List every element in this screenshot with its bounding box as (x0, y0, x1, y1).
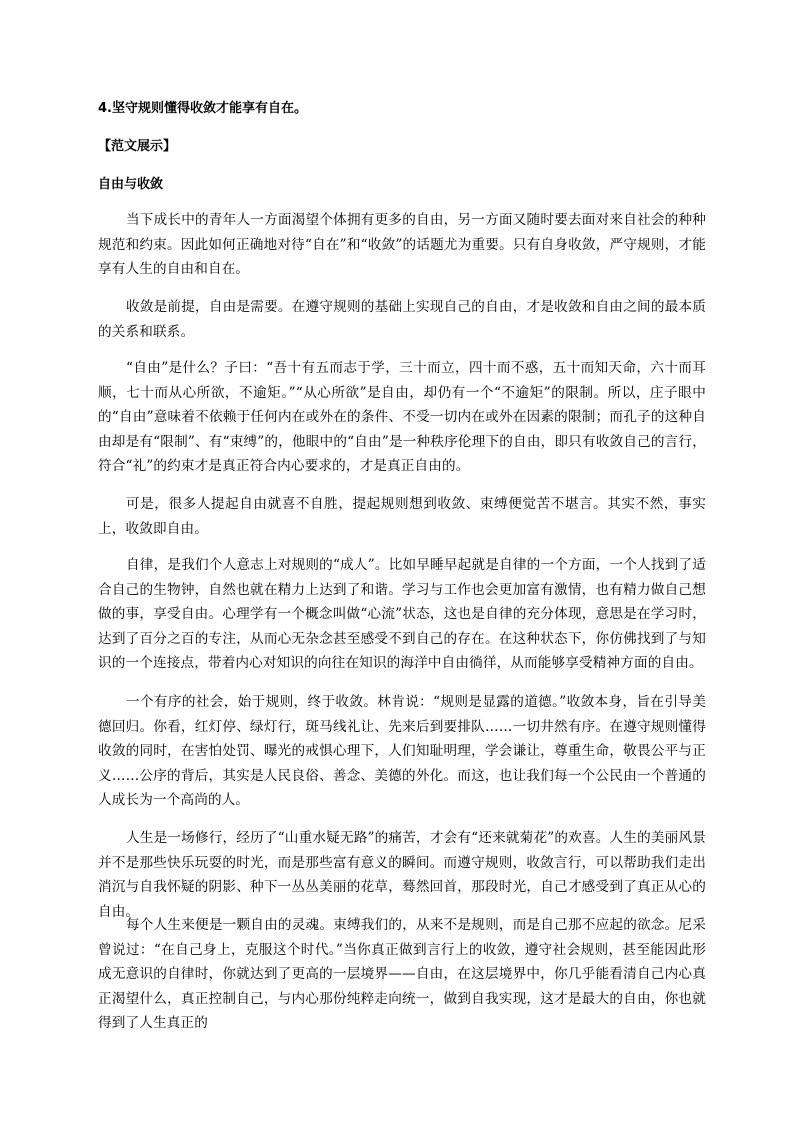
paragraph: 人生是一场修行，经历了“山重水疑无路”的痛苦，才会有“还来就菊花”的欢喜。人生的美丽风景并不是那些快乐玩耍的时光，而是那些富有意义的瞬间。而遵守规则，收敛言行，可以帮助我们走出消沉与自我怀疑的阴影、种下一丛丛美丽的花草，蓦然回首，那段时光，自己才感受到了真正从心的自由。 (98, 830, 706, 920)
paragraph: “自由”是什么？子曰：“吾十有五而志于学，三十而立，四十而不惑，五十而知天命，六十而耳顺，七十而从心所欲，不逾矩。”“从心所欲”是自由，却仍有一个“不逾矩”的限制。所以，庄子眼中的“自由”意味着不依赖于任何内在或外在的条件、不受一切内在或外在因素的限制；而孔子的这种自由却是有“限制”、有“束缚”的，他眼中的“自由”是一种秩序伦理下的自由，即只有收敛自己的言行，符合“礼”的约束才是真正符合内心要求的，才是真正自由的。 (98, 360, 706, 474)
item-heading: 4.坚守规则懂得收敛才能享有自在。 (98, 101, 307, 116)
paragraph: 收敛是前提，自由是需要。在遵守规则的基础上实现自己的自由，才是收敛和自由之间的最本质的关系和联系。 (98, 299, 706, 340)
paragraph: 每个人生来便是一颗自由的灵魂。束缚我们的，从来不是规则，而是自己那不应起的欲念。尼采曾说过：“在自己身上，克服这个时代。”当你真正做到言行上的收敛，遵守社会规则，甚至能因此形成无意识的自律时，你就达到了更高的一层境界——自由，在这层境界中，你几乎能看清自己内心真正渴望什么，真正控制自己，与内心那份纯粹走向统一，做到自我实现，这才是最大的自由，你也就得到了人生真正的 (98, 917, 706, 1031)
essay-title: 自由与收敛 (98, 177, 164, 192)
paragraph: 可是，很多人提起自由就喜不自胜，提起规则想到收敛、束缚便觉苦不堪言。其实不然，事实上，收敛即自由。 (98, 496, 706, 537)
paragraph: 一个有序的社会，始于规则，终于收敛。林肯说：“规则是显露的道德。”收敛本身，旨在引导美德回归。你看，红灯停、绿灯行，斑马线礼让、先来后到要排队……一切井然有序。在遵守规则懂得收敛的同时，在害怕处罚、曝光的戒惧心理下，人们知耻明理，学会谦让，尊重生命，敬畏公平与正义……公序的背后，其实是人民良俗、善念、美德的外化。而这，也让我们每一个公民由一个普通的人成长为一个高尚的人。 (98, 694, 706, 808)
section-label: 【范文展示】 (98, 139, 177, 154)
paragraph: 自律，是我们个人意志上对规则的“成人”。比如早睡早起就是自律的一个方面，一个人找到了适合自己的生物钟，自然也就在精力上达到了和谐。学习与工作也会更加富有激情，也有精力做自己想做的事，享受自由。心理学有一个概念叫做“心流”状态，这也是自律的充分体现，意思是在学习时，达到了百分之百的专注，从而心无杂念甚至感受不到自己的存在。在这种状态下，你仿佛找到了与知识的一个连接点，带着内心对知识的向往在知识的海洋中自由徜徉，从而能够享受精神方面的自由。 (98, 557, 706, 671)
paragraph: 当下成长中的青年人一方面渴望个体拥有更多的自由，另一方面又随时要去面对来自社会的种种规范和约束。因此如何正确地对待“自在”和“收敛”的话题尤为重要。只有自身收敛，严守规则，才能享有人生的自由和自在。 (98, 212, 706, 277)
